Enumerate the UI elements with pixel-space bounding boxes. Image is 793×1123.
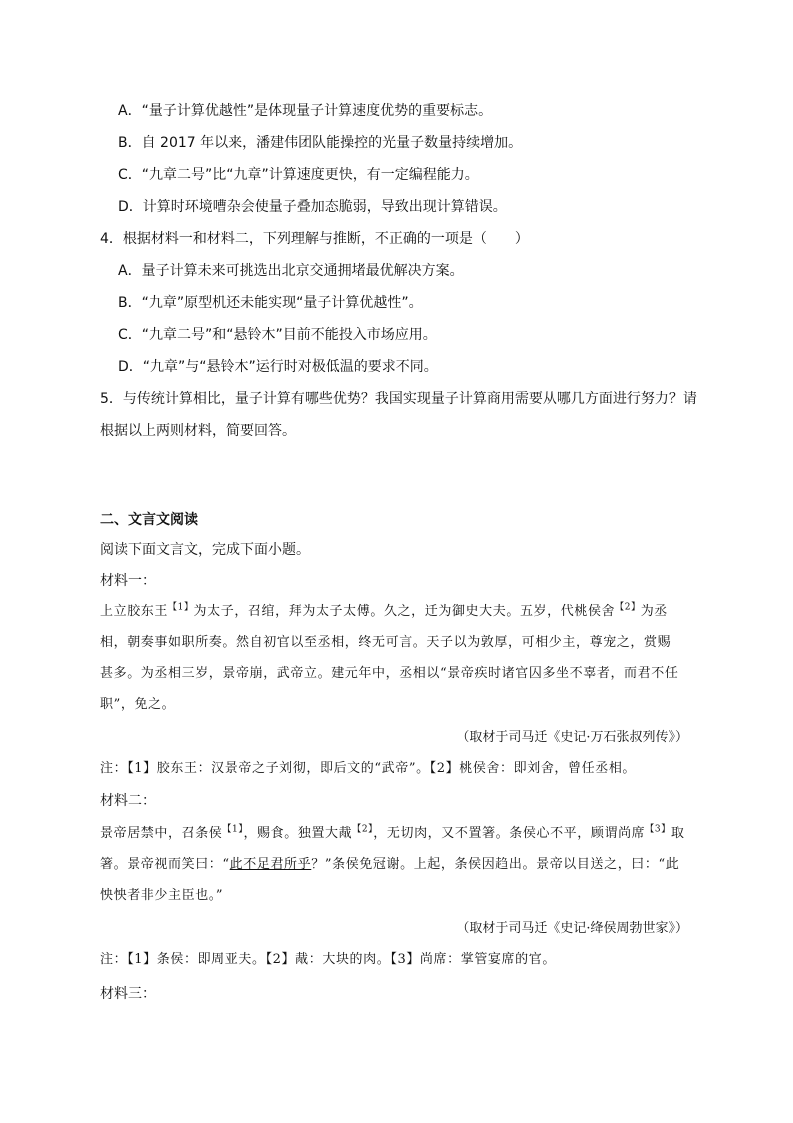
material-2-source: （取材于司马迁《史记·绛侯周勃世家》） <box>456 921 688 936</box>
material-2-text: 箸。景帝视而笑曰：“ <box>100 857 230 872</box>
material-1-note: 注：【1】胶东王：汉景帝之子刘彻，即后文的“武帝”。【2】桃侯舍：即刘舍，曾任丞相。 <box>100 761 637 776</box>
material-1-text: 上立胶东王 <box>100 604 169 619</box>
q3-option-a: A．“量子计算优越性”是体现量子计算速度优势的重要标志。 <box>118 103 493 119</box>
q3-option-c: C．“九章二号”比“九章”计算速度更快，有一定编程能力。 <box>118 167 479 183</box>
material-2-text: 取 <box>670 826 685 841</box>
section-instruction: 阅读下面文言文，完成下面小题。 <box>100 542 310 558</box>
q4-option-b: B．“九章”原型机还未能实现“量子计算优越性”。 <box>118 295 423 311</box>
material-3-label: 材料三： <box>100 986 156 1002</box>
material-2-text: ？”条侯免冠谢。上起，条侯因趋出。景帝以目送之，曰：“此 <box>311 857 680 872</box>
material-1-line-4: 职”，免之。 <box>100 697 176 712</box>
q4-stem: 4．根据材料一和材料二，下列理解与推断，不正确的一项是（ ） <box>100 231 529 247</box>
footnote-marker: 【1】 <box>222 824 244 835</box>
material-1-source: （取材于司马迁《史记·万石张叔列传》） <box>456 730 688 745</box>
footnote-marker: 【2】 <box>615 602 641 613</box>
section-heading: 二、文言文阅读 <box>100 512 198 528</box>
material-2-text: ，赐食。独置大胾 <box>243 826 353 841</box>
q4-option-d: D．“九章”与“悬铃木”运行时对极低温的要求不同。 <box>118 359 438 375</box>
material-2-line-2 <box>100 855 679 875</box>
underlined-sentence: 此不足君所乎 <box>229 857 312 872</box>
q4-option-c: C．“九章二号”和“悬铃木”目前不能投入市场应用。 <box>118 327 437 343</box>
material-1-line-2: 相，朝奏事如职所奏。然自初官以至丞相，终无可言。天子以为敦厚，可相少主，尊宠之，赏赐 <box>100 635 672 650</box>
material-1-line-3: 甚多。为丞相三岁，景帝崩，武帝立。建元年中，丞相以“景帝疾时诸官囚多坐不辜者，而君不任 <box>100 666 679 681</box>
material-1-line-1 <box>100 602 668 622</box>
footnote-marker: 【1】 <box>168 602 194 613</box>
material-1-text: 为太子，召绾，拜为太子太傅。久之，迁为御史大夫。五岁，代桃侯舍 <box>193 604 616 619</box>
q3-option-d: D．计算时环境嘈杂会使量子叠加态脆弱，导致出现计算错误。 <box>118 199 507 215</box>
material-2-label: 材料二： <box>100 793 156 809</box>
footnote-marker: 【2】 <box>352 824 374 835</box>
footnote-marker: 【3】 <box>645 824 671 835</box>
material-2-line-1 <box>100 824 684 844</box>
material-2-text: 景帝居禁中，召条侯 <box>100 826 223 841</box>
material-1-label: 材料一： <box>100 573 156 589</box>
material-1-text: 为丞 <box>640 604 668 619</box>
q4-option-a: A．量子计算未来可挑选出北京交通拥堵最优解决方案。 <box>118 263 464 279</box>
material-2-line-3: 怏怏者非少主臣也。” <box>100 888 224 903</box>
material-2-text: ，无切肉，又不置箸。条侯心不平，顾谓尚席 <box>373 826 646 841</box>
q5-line-1: 5．与传统计算相比，量子计算有哪些优势？我国实现量子计算商用需要从哪几方面进行努力？请 <box>100 391 697 407</box>
material-2-note: 注：【1】条侯：即周亚夫。【2】胾：大块的肉。【3】尚席：掌管宴席的官。 <box>100 952 556 967</box>
q5-line-2: 根据以上两则材料，简要回答。 <box>100 423 296 439</box>
q3-option-b: B．自 2017 年以来，潘建伟团队能操控的光量子数量持续增加。 <box>118 135 523 151</box>
